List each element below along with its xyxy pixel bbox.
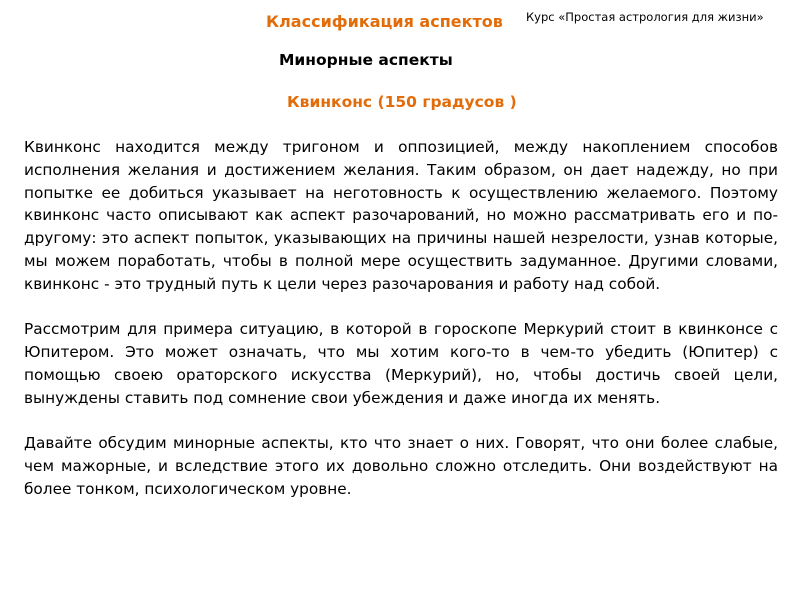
- paragraph-definition: Квинконс находится между тригоном и оппозицией, между накоплением способов исполнения желания и достижением желания. Таким образом, он дает надежду, но при попытке ее добиться указывает на неготовность к осуществлению желаемого. Поэтому квинконс часто описывают как аспект разочарований, но можно рассматривать его и по-другому: это аспект попыток, указывающих на причины нашей незрелости, узнав которые, мы можем поработать, чтобы в полной мере осуществить задуманное. Другими словами, квинконс - это трудный путь к цели через разочарования и работу над собой.: [24, 138, 778, 293]
- paragraph-example: Рассмотрим для примера ситуацию, в которой в гороскопе Меркурий стоит в квинконсе с Юпитером. Это может означать, что мы хотим кого-то в чем-то убедить (Юпитер) с помощью своею ораторского искусства (Меркурий), но, чтобы достичь своей цели, вынуждены ставить под сомнение свои убеждения и даже иногда их менять.: [24, 320, 778, 407]
- course-label: Курс «Простая астрология для жизни»: [526, 10, 764, 24]
- body-text: [24, 136, 778, 524]
- paragraph-discussion: Давайте обсудим минорные аспекты, кто что знает о них. Говорят, что они более слабые, чем мажорные, и вследствие этого их довольно сложно отследить. Они воздействуют на более тонком, психологическом уровне.: [24, 434, 778, 498]
- section-title: Классификация аспектов: [266, 12, 503, 31]
- page-subtitle: Минорные аспекты: [279, 51, 453, 69]
- aspect-title: Квинконс (150 градусов ): [287, 93, 517, 111]
